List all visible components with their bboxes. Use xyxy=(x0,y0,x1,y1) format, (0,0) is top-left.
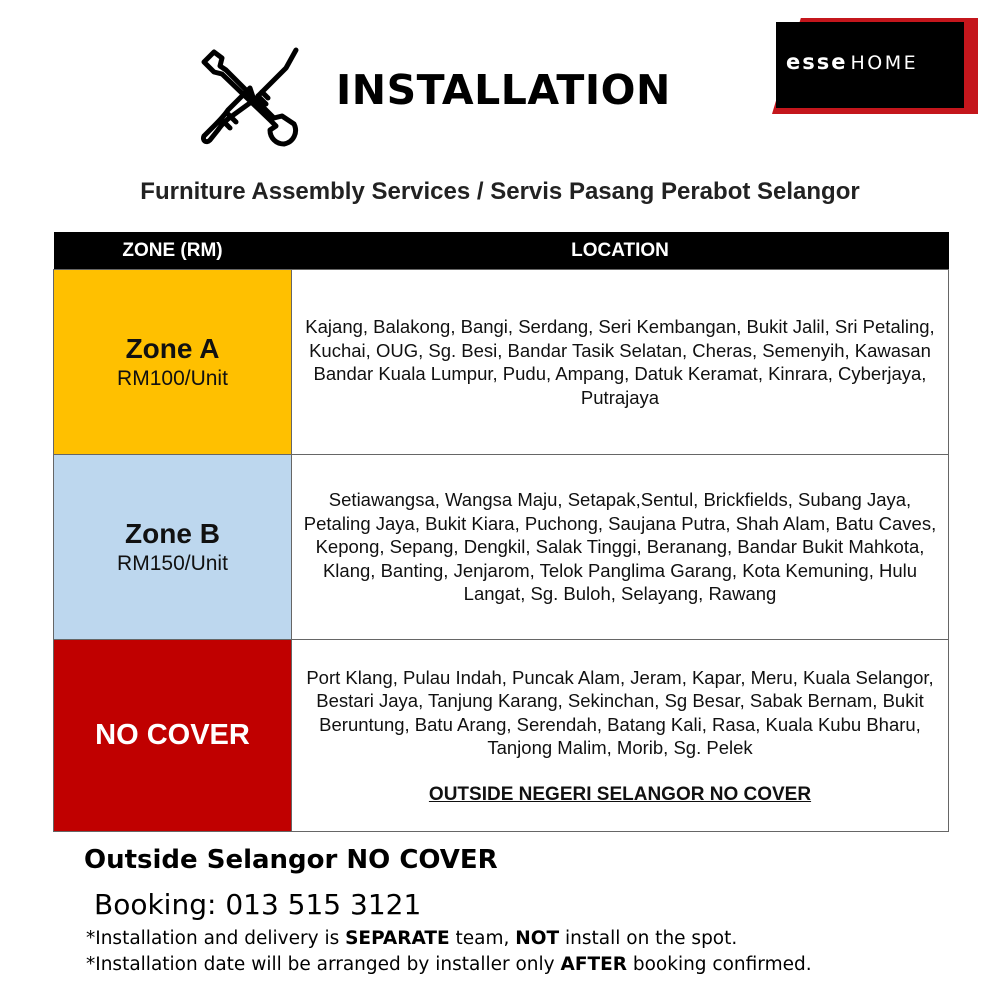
booking-phone: Booking: 013 515 3121 xyxy=(94,888,422,921)
no-cover-locations: Port Klang, Pulau Indah, Puncak Alam, Jeram, Kapar, Meru, Kuala Selangor, Bestari Jaya, Tanjung Karang, Sekinchan, Sg Besar, Sabak Bernam, Bukit Beruntung, Batu Arang, Serendah, Batang Kali, Rasa, Kuala Kubu Bharu, Tanjong Malim, Morib, Sg. Pelek xyxy=(306,666,934,758)
zone-a-locations: Kajang, Balakong, Bangi, Serdang, Seri Kembangan, Bukit Jalil, Sri Petaling, Kuchai, OUG, Sg. Besi, Bandar Tasik Selatan, Cheras, Semenyih, Kawasan Bandar Kuala Lumpur, Pudu, Ampang, Datuk Keramat, Kinrara, Cyberjaya, Putrajaya xyxy=(305,316,935,408)
note1-part-a: *Installation and delivery is xyxy=(86,928,346,949)
zone-a-price: RM100/Unit xyxy=(117,367,228,390)
table-row-zone-b xyxy=(54,455,949,640)
table-row-no-cover xyxy=(54,640,949,832)
footer-note-installation-date xyxy=(86,954,812,975)
brand-logo xyxy=(772,18,978,114)
note1-not-emphasis: NOT xyxy=(515,928,560,949)
table-header-row xyxy=(54,232,949,270)
zone-b-price: RM150/Unit xyxy=(117,552,228,575)
zone-b-locations: Setiawangsa, Wangsa Maju, Setapak,Sentul, Brickfields, Subang Jaya, Petaling Jaya, Bukit Kiara, Puchong, Saujana Putra, Shah Alam, Batu Caves, Kepong, Sepang, Dengkil, Salak Tinggi, Beranang, Bandar Bukit Mahkota, Klang, Banting, Jenjarom, Telok Panglima Garang, Kota Kemuning, Hulu Langat, Sg. Buloh, Selayang, Rawang xyxy=(303,489,937,605)
wrench-screwdriver-icon xyxy=(196,44,304,150)
footer-note-separate-team xyxy=(86,928,737,949)
zone-a-cell xyxy=(54,270,292,455)
zone-pricing-table xyxy=(53,232,949,832)
note2-after-emphasis: AFTER xyxy=(560,954,627,975)
table-row-zone-a xyxy=(54,270,949,455)
brand-logo-light-part: HOME xyxy=(850,52,919,74)
note2-part-a: *Installation date will be arranged by installer only xyxy=(86,954,561,975)
zone-b-cell xyxy=(54,455,292,640)
zone-column-header: ZONE (RM) xyxy=(54,232,292,270)
zone-b-name: Zone B xyxy=(125,518,220,549)
location-column-header: LOCATION xyxy=(292,232,949,270)
footer-title: Outside Selangor NO COVER xyxy=(84,845,498,875)
note1-part-c: team, xyxy=(449,928,516,949)
note1-separate-emphasis: SEPARATE xyxy=(345,928,450,949)
no-cover-cell xyxy=(54,640,292,832)
brand-logo-text xyxy=(786,50,918,74)
zone-b-location-cell xyxy=(292,455,949,640)
zone-a-location-cell xyxy=(292,270,949,455)
zone-a-name: Zone A xyxy=(125,333,220,364)
note1-part-e: install on the spot. xyxy=(559,928,738,949)
note2-part-c: booking confirmed. xyxy=(626,954,812,975)
page-title: INSTALLATION xyxy=(336,66,671,114)
no-cover-location-cell xyxy=(292,640,949,832)
brand-logo-bold-part: esse xyxy=(786,50,848,74)
page-subtitle: Furniture Assembly Services / Servis Pasang Perabot Selangor xyxy=(140,178,860,205)
no-cover-note: OUTSIDE NEGERI SELANGOR NO COVER xyxy=(428,783,812,805)
no-cover-label: NO COVER xyxy=(95,719,250,751)
